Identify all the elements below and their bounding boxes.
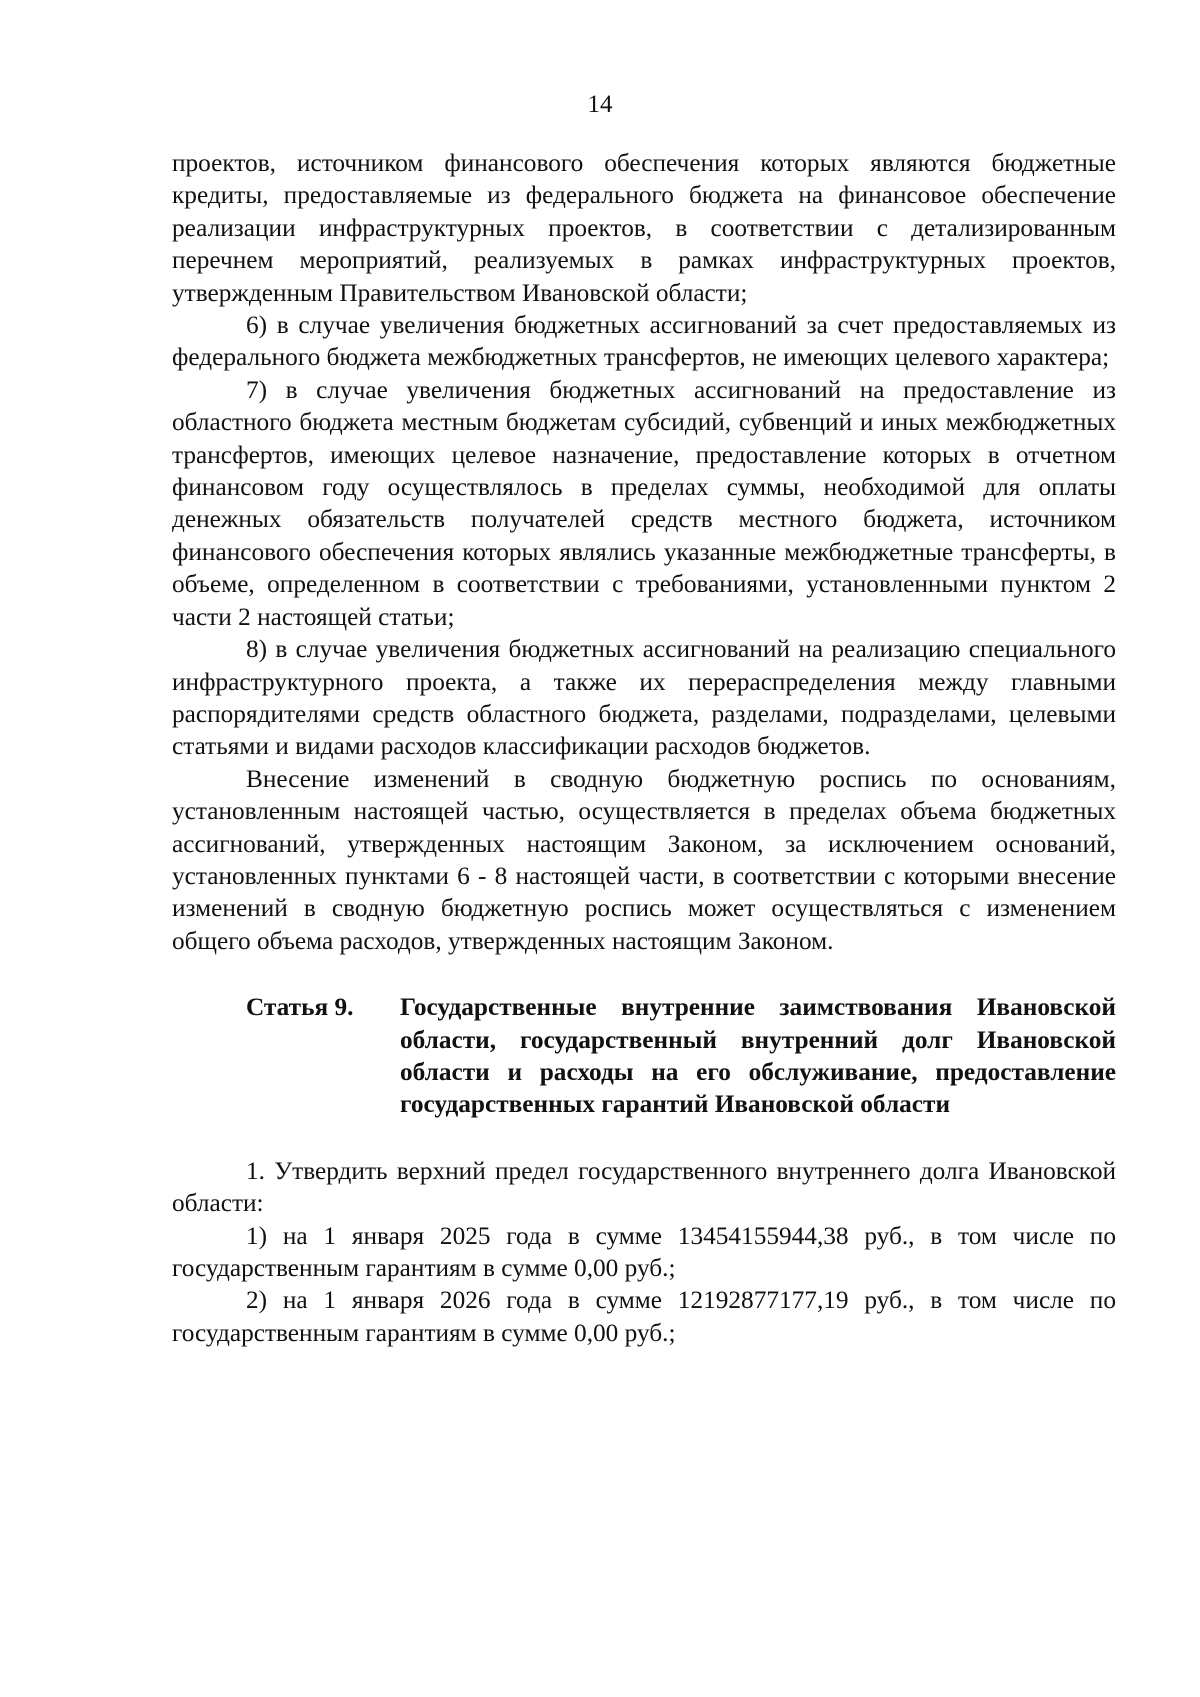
paragraph-item-7: 7) в случае увеличения бюджетных ассигнований на предоставление из областного бюджета местным бюджетам субсидий, субвенций и иных межбюджетных трансфертов, имеющих целевое назначение, предоставление которых в отчетном финансовом году осуществлялось в пределах суммы, необходимой для оплаты денежных обязательств получателей средств местного бюджета, источником финансового обеспечения которых являлись указанные межбюджетные трансферты, в объеме, определенном в соответствии с требованиями, установленными пунктом 2 части 2 настоящей статьи; — [172, 375, 1116, 631]
article-number: Статья 9. — [246, 993, 354, 1022]
page-number: 14 — [587, 91, 613, 118]
paragraph-changes-note: Внесение изменений в сводную бюджетную роспись по основаниям, установленным настоящей частью, осуществляется в пределах объема бюджетных ассигнований, утвержденных настоящим Законом, за исключением оснований, установленных пунктами 6 - 8 настоящей части, в соответствии с которыми внесение изменений в сводную бюджетную роспись может осуществляться с изменением общего объема расходов, утвержденных настоящим Законом. — [172, 764, 1116, 955]
article-heading — [172, 991, 1116, 1121]
paragraph-subclause-2: 2) на 1 января 2026 года в сумме 12192877177,19 руб., в том числе по государственным гарантиям в сумме 0,00 руб.; — [172, 1286, 1116, 1347]
paragraph-clause-1: 1. Утвердить верхний предел государственного внутреннего долга Ивановской области: — [172, 1156, 1116, 1218]
paragraph-item-8: 8) в случае увеличения бюджетных ассигнований на реализацию специального инфраструктурного проекта, а также их перераспределения между главными распорядителями средств областного бюджета, разделами, подразделами, целевыми статьями и видами расходов классификации расходов бюджетов. — [172, 635, 1116, 761]
article-title: Государственные внутренние заимствования Ивановской области, государственный внутренний долг Ивановской области и расходы на его обслуживание, предоставление государственных гарантий Ивановской области — [400, 993, 1116, 1119]
document-body — [172, 147, 1116, 1349]
paragraph-subclause-1: 1) на 1 января 2025 года в сумме 13454155944,38 руб., в том числе по государственным гарантиям в сумме 0,00 руб.; — [172, 1221, 1116, 1282]
paragraph-item-6: 6) в случае увеличения бюджетных ассигнований за счет предоставляемых из федерального бюджета межбюджетных трансфертов, не имеющих целевого характера; — [172, 311, 1116, 372]
paragraph-continuation: проектов, источником финансового обеспечения которых являются бюджетные кредиты, предоставляемые из федерального бюджета на финансовое обеспечение реализации инфраструктурных проектов, в соответствии с детализированным перечнем мероприятий, реализуемых в рамках инфраструктурных проектов, утвержденным Правительством Ивановской области; — [172, 149, 1116, 307]
